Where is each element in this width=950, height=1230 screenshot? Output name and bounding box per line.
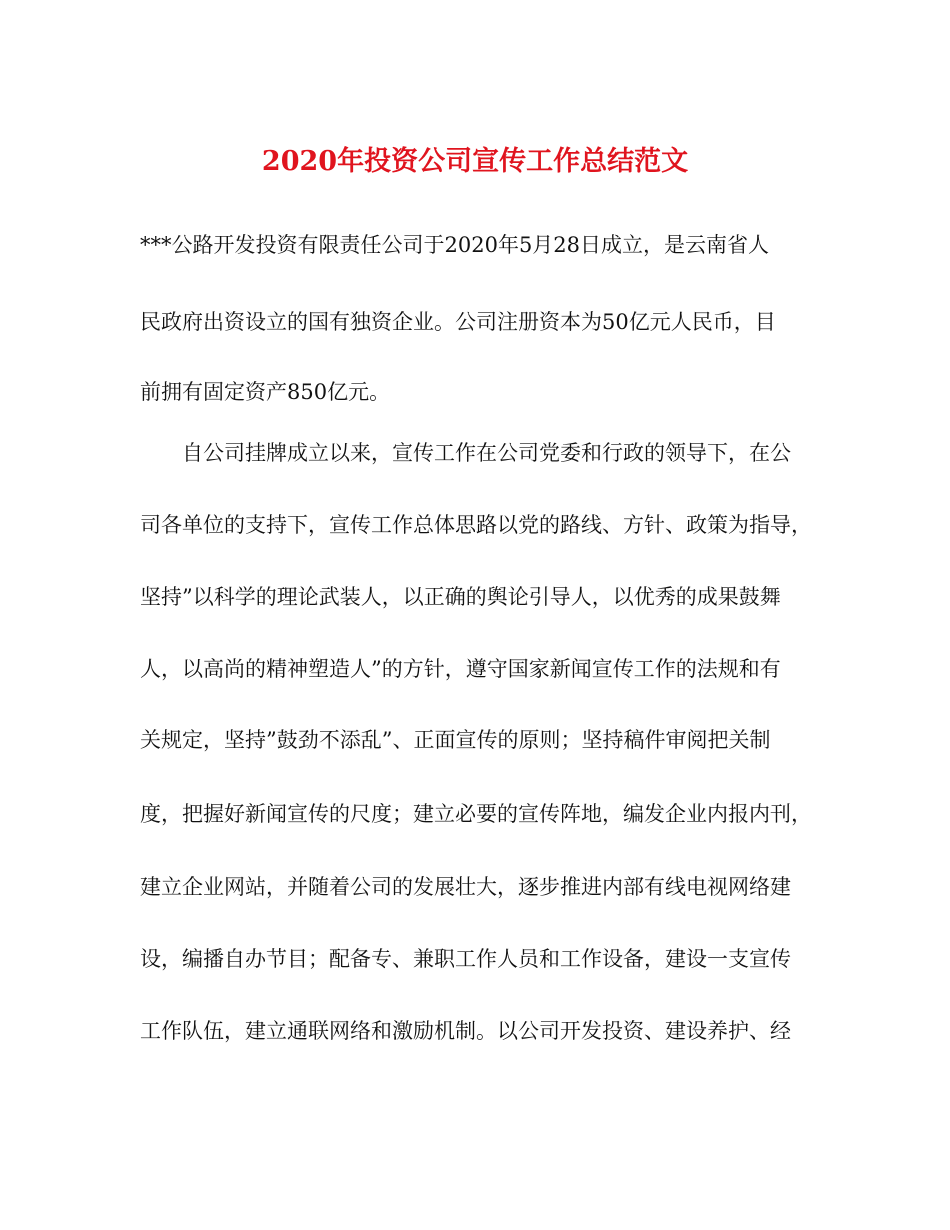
paragraph-line: 建立企业网站，并随着公司的发展壮大，逐步推进内部有线电视网络建 — [140, 875, 791, 899]
paragraph-line: 坚持”以科学的理论武装人，以正确的舆论引导人，以优秀的成果鼓舞 — [140, 585, 781, 609]
paragraph-line: ***公路开发投资有限责任公司于2020年5月28日成立，是云南省人 — [140, 233, 770, 257]
document-title: 2020年投资公司宣传工作总结范文 — [261, 146, 689, 177]
paragraph-line: 工作队伍，建立通联网络和激励机制。以公司开发投资、建设养护、经 — [140, 1019, 791, 1043]
paragraph-line: 关规定，坚持”鼓劲不添乱”、正面宣传的原则；坚持稿件审阅把关制 — [140, 728, 771, 752]
paragraph-line: 民政府出资设立的国有独资企业。公司注册资本为50亿元人民币，目 — [140, 310, 776, 334]
paragraph-line: 设，编播自办节目；配备专、兼职工作人员和工作设备，建设一支宣传 — [140, 947, 791, 971]
paragraph-line: 度，把握好新闻宣传的尺度；建立必要的宣传阵地，编发企业内报内刊， — [140, 802, 812, 826]
paragraph-line: 司各单位的支持下，宣传工作总体思路以党的路线、方针、政策为指导， — [140, 513, 812, 537]
paragraph-line: 人，以高尚的精神塑造人”的方针，遵守国家新闻宣传工作的法规和有 — [140, 657, 781, 681]
paragraph-line: 前拥有固定资产850亿元。 — [140, 380, 391, 404]
paragraph-line: 自公司挂牌成立以来，宣传工作在公司党委和行政的领导下，在公 — [140, 441, 791, 465]
